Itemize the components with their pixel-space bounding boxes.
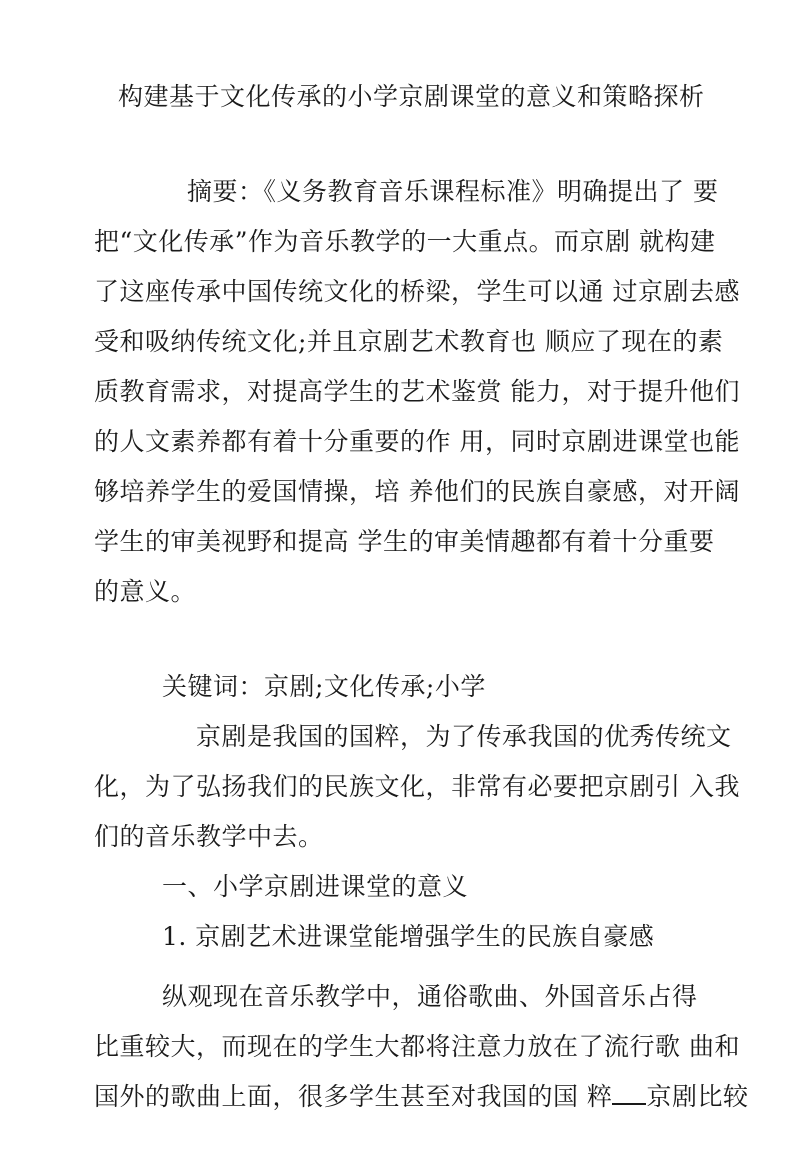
abstract-line: 质教育需求，对提高学生的艺术鉴赏 能力，对于提升他们 <box>94 377 740 406</box>
body-line-tail: 京剧比较 <box>646 1082 749 1111</box>
body-line-last <box>94 1080 748 1114</box>
body-line-head: 国外的歌曲上面，很多学生甚至对我国的国 粹 <box>94 1082 613 1111</box>
intro-line: 们的音乐教学中去。 <box>94 822 324 851</box>
abstract-line: 受和吸纳传统文化;并且京剧艺术教育也 顺应了现在的素 <box>94 327 724 356</box>
body-line: 纵观现在音乐教学中，通俗歌曲、外国音乐占得 <box>162 982 698 1011</box>
abstract-line: 摘要：《义务教育音乐课程标准》明确提出了 要 <box>187 177 719 206</box>
abstract-line: 的人文素养都有着十分重要的作 用，同时京剧进课堂也能 <box>94 427 740 456</box>
abstract-line: 了这座传承中国传统文化的桥梁，学生可以通 过京剧去感 <box>94 277 740 306</box>
body-line: 比重较大，而现在的学生大都将注意力放在了流行歌 曲和 <box>94 1032 740 1061</box>
document-title: 构建基于文化传承的小学京剧课堂的意义和策略探析 <box>118 82 705 111</box>
keywords: 关键词：京剧;文化传承;小学 <box>162 672 486 701</box>
intro-line: 京剧是我国的国粹，为了传承我国的优秀传统文 <box>196 722 732 751</box>
abstract-line: 学生的审美视野和提高 学生的审美情趣都有着十分重要 <box>94 527 715 556</box>
fill-in-blank <box>612 1081 646 1105</box>
subsection-heading: 1. 京剧艺术进课堂能增强学生的民族自豪感 <box>162 922 655 951</box>
section-heading: 一、小学京剧进课堂的意义 <box>162 872 469 901</box>
abstract-line: 把“文化传承”作为音乐教学的一大重点。而京剧 就构建 <box>94 227 716 256</box>
abstract-line: 的意义。 <box>94 577 197 606</box>
abstract-line: 够培养学生的爱国情操，培 养他们的民族自豪感，对开阔 <box>94 477 740 506</box>
intro-line: 化，为了弘扬我们的民族文化，非常有必要把京剧引 入我 <box>94 772 740 801</box>
